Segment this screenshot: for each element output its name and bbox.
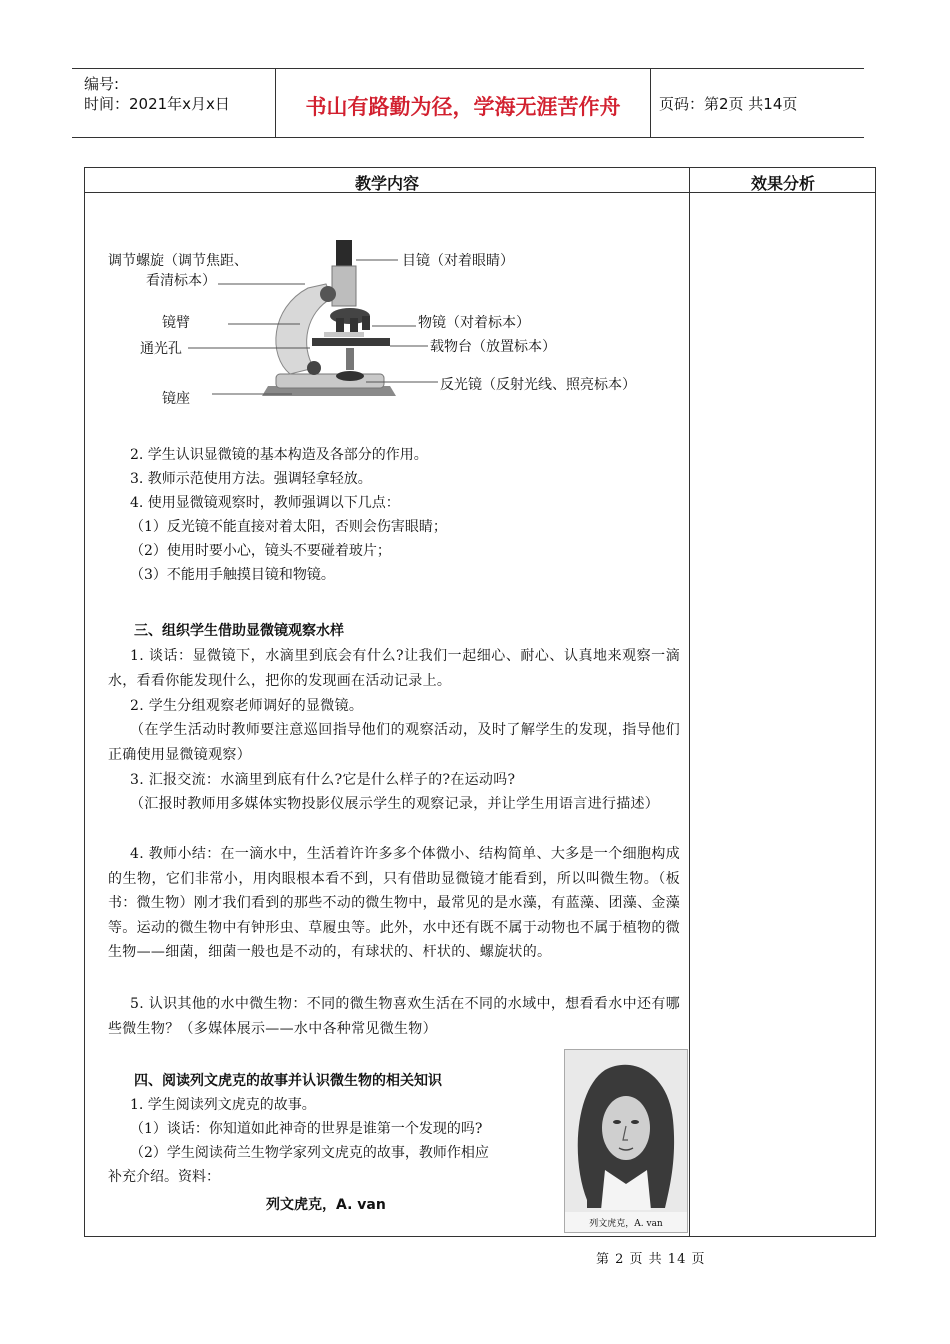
section-3-p1: 1. 谈话：显微镜下，水滴里到底会有什么?让我们一起细心、耐心、认真地来观察一滴水，看看你能发现什么，把你的发现画在活动记录上。 bbox=[108, 648, 680, 689]
col-header-content: 教学内容 bbox=[354, 174, 419, 193]
step-3: 3. 教师示范使用方法。强调轻拿轻放。 bbox=[130, 471, 372, 487]
portrait-drawing bbox=[565, 1050, 687, 1212]
section-3-p2: 2. 学生分组观察老师调好的显微镜。 bbox=[130, 698, 364, 714]
section-4-l3: （2）学生阅读荷兰生物学家列文虎克的故事，教师作相应 bbox=[130, 1145, 489, 1161]
page-info: 页码：第2页 共14页 bbox=[659, 95, 798, 113]
label-light-hole: 通光孔 bbox=[140, 341, 182, 357]
label-adjust-knob-2: 看清标本） bbox=[146, 273, 216, 289]
label-objective: 物镜（对着标本） bbox=[418, 315, 530, 331]
section-4-l2: （1）谈话：你知道如此神奇的世界是谁第一个发现的吗? bbox=[130, 1121, 483, 1137]
col-header-analysis: 效果分析 bbox=[750, 174, 815, 193]
section-3-p3: （在学生活动时教师要注意巡回指导他们的观察活动，及时了解学生的发现，指导他们正确使用显微镜观察） bbox=[108, 722, 680, 763]
section-3-p6: 4. 教师小结：在一滴水中，生活着许许多多个体微小、结构简单、大多是一个细胞构成的生物，它们非常小，用肉眼根本看不到，只有借助显微镜才能看到，所以叫微生物。（板书：微生物）刚才我们看到的那些不动的微生物中，最常见的是水藻，有蓝藻、团藻、金藻等。运动的微生物中有钟形虫、草履虫等。此外，水中还有既不属于动物也不属于植物的微生物——细菌，细菌一般也是不动的，有球状的、杆状的、螺旋状的。 bbox=[108, 846, 680, 961]
page-footer: 第 2 页 共 14 页 bbox=[596, 1252, 706, 1267]
label-eyepiece: 目镜（对着眼睛） bbox=[402, 253, 514, 269]
number-label: 编号: bbox=[84, 75, 120, 93]
leeuwenhoek-name: 列文虎克，A. van bbox=[266, 1197, 386, 1213]
header-meta-cell bbox=[72, 69, 276, 137]
section-3-title: 三、组织学生借助显微镜观察水样 bbox=[134, 623, 344, 639]
label-mirror: 反光镜（反射光线、照亮标本） bbox=[440, 377, 636, 393]
section-4-l4: 补充介绍。资料： bbox=[108, 1169, 220, 1185]
step-4: 4. 使用显微镜观察时，教师强调以下几点： bbox=[130, 495, 400, 511]
time-label: 时间：2021年x月x日 bbox=[84, 95, 230, 113]
step-4-note-2: （2）使用时要小心，镜头不要碰着玻片； bbox=[130, 543, 391, 559]
header-motto-cell bbox=[276, 69, 651, 137]
leeuwenhoek-portrait bbox=[564, 1049, 688, 1233]
label-arm: 镜臂 bbox=[162, 315, 190, 331]
column-divider bbox=[689, 168, 690, 1236]
step-2: 2. 学生认识显微镜的基本构造及各部分的作用。 bbox=[130, 447, 428, 463]
label-base: 镜座 bbox=[162, 391, 190, 407]
header-page-cell bbox=[651, 69, 864, 137]
portrait-caption: 列文虎克，A. van bbox=[589, 1219, 663, 1229]
label-stage: 载物台（放置标本） bbox=[430, 339, 556, 355]
section-4-title: 四、阅读列文虎克的故事并认识微生物的相关知识 bbox=[134, 1073, 442, 1089]
step-4-note-1: （1）反光镜不能直接对着太阳，否则会伤害眼睛； bbox=[130, 519, 447, 535]
section-4-l1: 1. 学生阅读列文虎克的故事。 bbox=[130, 1097, 316, 1113]
microscope-figure bbox=[100, 236, 680, 416]
step-4-note-3: （3）不能用手触摸目镜和物镜。 bbox=[130, 567, 335, 583]
motto-text: 书山有路勤为径，学海无涯苦作舟 bbox=[305, 95, 621, 119]
section-3-p5: （汇报时教师用多媒体实物投影仪展示学生的观察记录，并让学生用语言进行描述） bbox=[130, 796, 660, 812]
page-header bbox=[72, 68, 864, 138]
section-3-p4: 3. 汇报交流：水滴里到底有什么?它是什么样子的?在运动吗? bbox=[130, 772, 516, 788]
section-3-p7: 5. 认识其他的水中微生物：不同的微生物喜欢生活在不同的水域中，想看看水中还有哪些微生物？（多媒体展示——水中各种常见微生物） bbox=[108, 996, 680, 1037]
label-adjust-knob-1: 调节螺旋（调节焦距、 bbox=[108, 253, 248, 269]
